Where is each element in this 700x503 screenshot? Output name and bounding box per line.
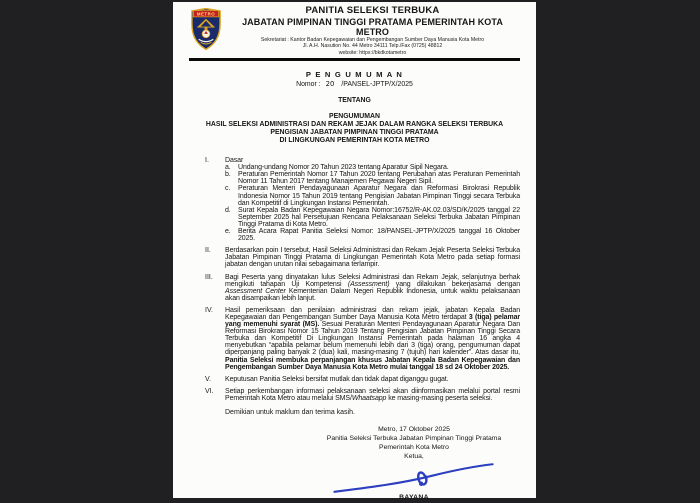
metro-city-crest-icon <box>189 8 223 50</box>
section-numeral: V. <box>205 375 211 383</box>
nomor-suffix: /PANSEL-JPTP/X/2025 <box>341 80 413 88</box>
signing-committee-line1: Panitia Seleksi Terbuka Jabatan Pimpinan Tinggi Pratama <box>326 434 502 442</box>
signer-name: BAYANA <box>399 493 429 501</box>
subitem-text <box>238 207 520 228</box>
secretariat-line: Sekretariat : Kantor Badan Kepegawaian dan Pengembangan Sumber Daya Manusia Kota Metro <box>260 36 485 43</box>
section-body <box>225 388 520 402</box>
text-segment: ke masing-masing peserta seleksi. <box>386 394 493 402</box>
section-body <box>225 157 520 242</box>
signature-block <box>291 426 537 503</box>
logo-banner-text: METRO <box>196 11 216 17</box>
closing-line: Demikian untuk maklum dan terima kasih. <box>225 409 355 417</box>
section-subitem <box>225 164 520 171</box>
scanned-document-page <box>173 2 536 501</box>
text-segment: Peraturan Pemerintah Nomor 17 Tahun 2020 tentang Perubahan atas Peraturan Pemerintah Nomor 11 Tahun 2017 tentang Manajemen Pegawai Negeri Sipil. <box>238 171 520 186</box>
subitem-text <box>238 185 520 206</box>
text-segment: Assessment Center <box>225 287 286 295</box>
subitem-text <box>238 228 520 242</box>
section-body <box>225 274 520 302</box>
website-line: website: https://bkdkotametro <box>338 49 407 56</box>
section-body <box>225 247 520 268</box>
subitem-text <box>238 164 520 171</box>
section-numeral: I. <box>205 157 209 165</box>
signer-role: Ketua, <box>404 452 424 460</box>
tentang-label: TENTANG <box>338 97 371 105</box>
section-subitem <box>225 185 520 206</box>
subitem-letter: a. <box>225 164 231 172</box>
nomor-label: Nomor : <box>296 80 321 88</box>
subitem-letter: d. <box>225 206 231 214</box>
section-subitem <box>225 171 520 185</box>
text-segment: Berdasarkan poin I tersebut, Hasil Seleksi Administrasi dan Rekam Jejak Peserta Seleksi Terbuka Jabatan Pimpinan Tinggi Pratama di Lingkungan Pemerintah Kota Metro pada setiap formasi jabatan dengan urutan nilai sebagaimana terlampir. <box>225 247 520 269</box>
text-segment: yang dilakukan bekerjasama dengan <box>389 280 520 288</box>
metro-city-logo <box>189 6 225 50</box>
text-segment: 3 (tiga) pelamar yang memenuhi syarat (MS). <box>225 313 520 329</box>
letterhead-rule <box>189 58 520 61</box>
text-segment: Bagi Peserta yang dinyatakan lulus Seleksi Administrasi dan Rekam Jejak, selanjutnya berhak mengikuti tahapan Uji Kompetensi <box>225 273 520 288</box>
section-numeral: VI. <box>205 387 214 395</box>
text-segment: Sesuai Peraturan Menteri Pendayagunaan Aparatur Negara Dan Reformasi Birokrasi Nomor 15 Tahun 2019 Tentang Pengisian Jabatan Pimpinan Tinggi Secara Terbuka dan Kompetitif Di Lingkungan Instansi Pemerintah pada halaman 16 angka 4 menyebutkan “apabila pelamar belum memenuhi lebih dari 3 (tiga) orang, pengumuman dapat diperpanjang paling banyak 2 (dua) kali, masing-masing 7 (tujuh) hari kalender”. Atas dasar itu, <box>225 321 520 357</box>
committee-subtitle: JABATAN PIMPINAN TINGGI PRATAMA PEMERINTAH KOTA METRO <box>242 16 503 37</box>
document-content <box>173 2 536 416</box>
text-segment: Setiap perkembangan informasi pelaksanaan seleksi akan diinformasikan melalui portal resmi Pemerintah Kota Metro atau melalui SMS/ <box>225 387 520 402</box>
section-body <box>225 376 520 383</box>
signing-committee-line2: Pemerintah Kota Metro <box>379 443 449 451</box>
place-date-line: Metro, 17 Oktober 2025 <box>378 426 450 433</box>
text-segment: Keputusan Panitia Seleksi bersifat mutlak dan tidak dapat diganggu gugat. <box>225 375 449 383</box>
committee-name: PANITIA SELEKSI TERBUKA <box>305 5 440 16</box>
text-segment: Whaatsapp <box>351 394 387 402</box>
text-segment: Undang-undang Nomor 20 Tahun 2023 tentang Aparatur Sipil Negara. <box>238 164 449 172</box>
section-numeral: II. <box>205 247 211 255</box>
announcement-heading: P E N G U M U M A N <box>305 69 404 79</box>
subitem-letter: b. <box>225 171 231 179</box>
text-segment: Hasil pemeriksaan dan penilaian administrasi dan rekam jejak, jabatan Kepala Badan Kepegawaian dan Pengembangan Sumber Daya Manusia Kota Metro terdapat <box>225 306 520 321</box>
text-segment: Surat Kepala Badan Kepegawaian Negara Nomor:16752/R-AK.02.03/SD/K/2025 tanggal 22 September 2025 hal Persetujuan Rencana Pelaksanaan Seleksi Terbuka Jabatan Pimpinan Tinggi Pratama di Kota Metro. <box>238 206 520 228</box>
letterhead <box>189 6 520 56</box>
text-segment: Panitia Seleksi membuka perpanjangan khusus Jabatan Kepala Badan Kepegawaian dan Pengembangan Sumber Daya Manusia Kota Metro mulai tanggal 18 sd 24 Oktober 2025. <box>225 356 520 371</box>
subject-title <box>189 113 520 146</box>
section-subitem <box>225 207 520 228</box>
title-block <box>189 70 520 145</box>
text-segment: Peraturan Menteri Pendayagunaan Aparatur Negara dan Reformasi Birokrasi Republik Indonesia Nomor 15 Tahun 2019 tentang Pengisian Jabatan Pimpinan Tinggi secara Terbuka dan Kompetitif di Lingkungan Instansi Pemerintah. <box>238 185 520 207</box>
subject-line-2: HASIL SELEKSI ADMINISTRASI DAN REKAM JEJAK DALAM RANGKA SELEKSI TERBUKA <box>205 120 504 128</box>
text-segment: Kementerian Dalam Negeri Republik Indonesia, untuk waktu pelaksanaan akan disampaikan lebih lanjut. <box>225 287 520 302</box>
section-numeral: III. <box>205 273 213 281</box>
text-segment: Berita Acara Rapat Panitia Seleksi Nomor: 18/PANSEL-JPTP/X/2025 tanggal 16 Oktober 2025. <box>238 228 520 243</box>
letterhead-text <box>225 6 520 56</box>
address-line: Jl. A.H. Nasution No. 44 Metro 34111 Telp./Fax (0725) 48812 <box>302 43 443 50</box>
nomor-handwritten-value: 20 <box>325 79 335 88</box>
subject-line-4: DI LINGKUNGAN PEMERINTAH KOTA METRO <box>279 136 430 144</box>
announcement-number-line <box>189 80 520 89</box>
subitem-letter: e. <box>225 228 231 236</box>
handwritten-signature <box>330 460 499 496</box>
section-subitem <box>225 228 520 242</box>
subject-line-1: PENGUMUMAN <box>329 112 380 120</box>
section-numeral: IV. <box>205 306 213 314</box>
section-body <box>225 307 520 371</box>
section-intro: Dasar <box>225 157 244 165</box>
text-segment: (Assessment) <box>347 280 390 288</box>
sections-list <box>189 157 520 402</box>
subitem-text <box>238 171 520 185</box>
subitem-letter: c. <box>225 185 231 193</box>
subject-line-3: PENGISIAN JABATAN PIMPINAN TINGGI PRATAMA <box>270 128 439 136</box>
